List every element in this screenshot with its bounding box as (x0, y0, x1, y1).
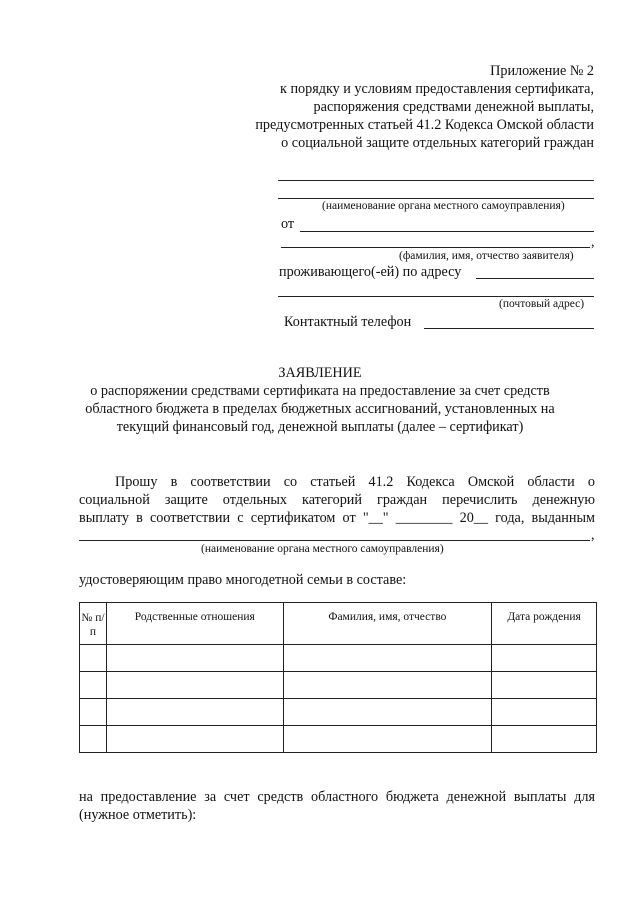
table-cell[interactable] (106, 645, 283, 672)
table-row (80, 726, 597, 753)
table-cell[interactable] (283, 672, 492, 699)
family-composition-line: удостоверяющим право многодетной семьи в составе: (79, 572, 407, 588)
residing-label: проживающего(-ей) по адресу (279, 264, 462, 280)
header-birthdate: Дата рождения (492, 603, 597, 645)
request-line-1: Прошу в соответствии со статьей 41.2 Кодекса Омской области о (115, 474, 595, 490)
table-cell[interactable] (283, 645, 492, 672)
table-row (80, 645, 597, 672)
table-cell[interactable] (283, 726, 492, 753)
table-cell[interactable] (80, 699, 107, 726)
table-cell[interactable] (492, 672, 597, 699)
header-relation: Родственные отношения (106, 603, 283, 645)
table-row (80, 672, 597, 699)
issuer-comma: , (591, 527, 595, 543)
from-label: от (281, 216, 295, 232)
table-cell[interactable] (106, 699, 283, 726)
organ-fill-line-2 (278, 198, 594, 199)
title-line-1: о распоряжении средствами сертификата на предоставление за счет средств (90, 383, 550, 399)
issuer-fill-line (79, 540, 590, 541)
document-title: ЗАЯВЛЕНИЕ (278, 365, 362, 381)
postal-caption: (почтовый адрес) (499, 298, 585, 310)
annex-line-3: распоряжения средствами денежной выплаты, (313, 99, 594, 115)
table-cell[interactable] (492, 645, 597, 672)
organ-fill-line-1 (278, 180, 594, 181)
fio-fill-line (281, 247, 590, 248)
table-cell[interactable] (80, 645, 107, 672)
header-number: № п/п (80, 603, 107, 645)
address-fill-line-2 (278, 296, 594, 297)
fio-caption: (фамилия, имя, отчество заявителя) (399, 250, 574, 262)
annex-line-5: о социальной защите отдельных категорий граждан (281, 135, 594, 151)
table-cell[interactable] (283, 699, 492, 726)
from-fill-line (300, 231, 594, 232)
issuer-caption: (наименование органа местного самоуправления) (201, 543, 444, 555)
table-row (80, 699, 597, 726)
table-cell[interactable] (80, 672, 107, 699)
request-line-2: социальной защите отдельных категорий граждан перечислить денежную (79, 492, 595, 508)
title-line-3: текущий финансовый год, денежной выплаты (далее – сертификат) (116, 419, 524, 435)
table-cell[interactable] (492, 699, 597, 726)
family-table (79, 602, 597, 753)
address-fill-line-1 (476, 278, 594, 279)
annex-line-4: предусмотренных статьей 41.2 Кодекса Омской области (255, 117, 594, 133)
table-cell[interactable] (106, 672, 283, 699)
organ-caption: (наименование органа местного самоуправления) (322, 200, 565, 212)
annex-line-1: Приложение № 2 (490, 63, 594, 79)
closing-line-1: на предоставление за счет средств областного бюджета денежной выплаты для (79, 789, 595, 805)
table-cell[interactable] (80, 726, 107, 753)
phone-label: Контактный телефон (284, 314, 412, 330)
header-fullname: Фамилия, имя, отчество (283, 603, 492, 645)
fio-comma: , (591, 234, 595, 250)
table-cell[interactable] (106, 726, 283, 753)
closing-line-2: (нужное отметить): (79, 807, 197, 823)
request-line-3: выплату в соответствии с сертификатом от "__" ________ 20__ года, выданным (79, 510, 595, 526)
annex-line-2: к порядку и условиям предоставления сертификата, (280, 81, 594, 97)
table-header-row (80, 603, 597, 645)
phone-fill-line (424, 328, 594, 329)
title-line-2: областного бюджета в пределах бюджетных ассигнований, установленных на (85, 401, 555, 417)
table-cell[interactable] (492, 726, 597, 753)
